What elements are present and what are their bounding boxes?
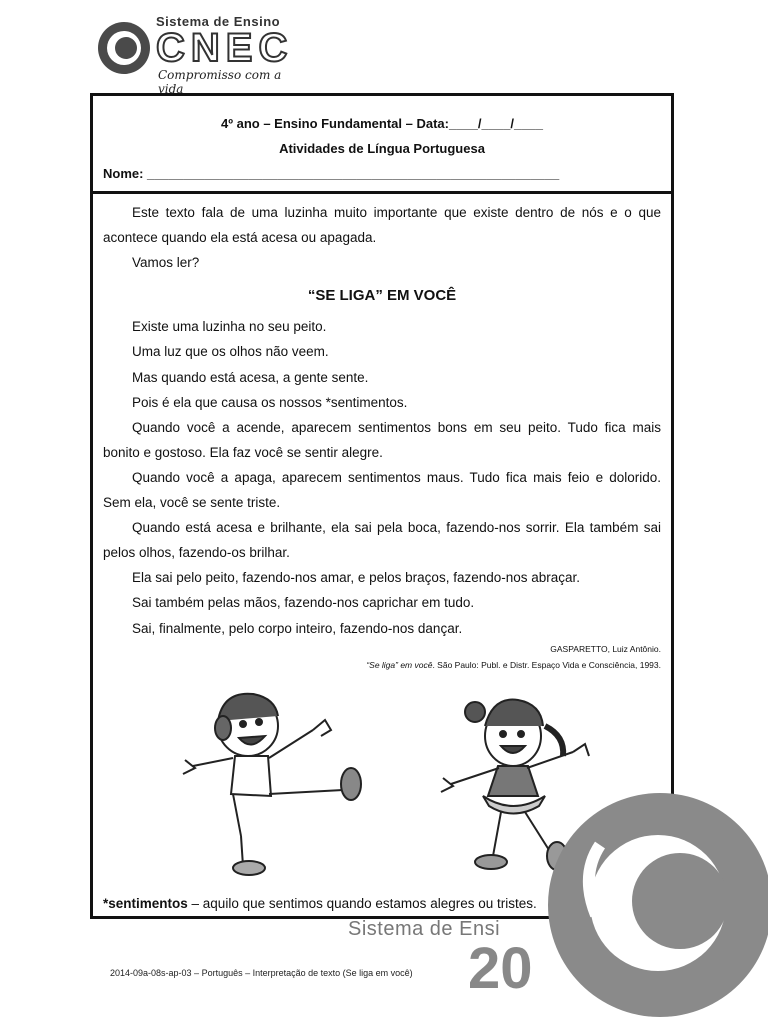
- intro-paragraph: Este texto fala de uma luzinha muito importante que existe dentro de nós e o que acontece quando ela está acesa ou apagada.: [103, 205, 661, 246]
- watermark-year: 20: [468, 936, 533, 1001]
- worksheet-header: [93, 96, 671, 194]
- intro-question: Vamos ler?: [132, 255, 200, 271]
- footnote: [103, 896, 537, 911]
- credit-author: GASPARETTO, Luiz Antônio.: [550, 643, 661, 654]
- logo-system-text: Sistema de Ensino: [156, 14, 281, 29]
- subject-line: Atividades de Língua Portuguesa: [279, 141, 485, 156]
- watermark-text: Sistema de Ensi: [348, 918, 501, 940]
- verse-line: Pois é ela que causa os nossos *sentimentos.: [132, 394, 408, 410]
- verse-line: Quando você a acende, aparecem sentimentos bons em seu peito. Tudo fica mais bonito e gostoso. Ela faz você se sentir alegre.: [103, 419, 661, 460]
- verse-line: Sai também pelas mãos, fazendo-nos caprichar em tudo.: [132, 595, 475, 611]
- credit-publisher: . São Paulo: Publ. e Distr. Espaço Vida e Consciência, 1993.: [432, 659, 661, 670]
- credit-work: “Se liga” em você: [366, 659, 433, 670]
- grade-date-line: 4º ano – Ensino Fundamental – Data:____/____/____: [221, 116, 543, 131]
- verse-line: Uma luz que os olhos não veem.: [132, 344, 329, 360]
- footnote-definition: – aquilo que sentimos quando estamos alegres ou tristes.: [187, 896, 537, 911]
- logo-name-text: CNEC: [156, 26, 294, 70]
- verse-line: Ela sai pelo peito, fazendo-nos amar, e pelos braços, fazendo-nos abraçar.: [132, 570, 581, 586]
- cnec-watermark-icon: [540, 785, 768, 1025]
- credit-source: [103, 657, 661, 673]
- verse-line: Quando você a apaga, aparecem sentimentos maus. Tudo fica mais feio e dolorido. Sem ela, você se sente triste.: [103, 469, 661, 511]
- logo-slogan: Compromisso com a vida: [158, 68, 282, 96]
- footnote-term: *sentimentos: [103, 896, 188, 911]
- worksheet-body: [93, 194, 671, 673]
- boy-illustration: [183, 694, 361, 875]
- children-illustration: [173, 686, 603, 886]
- cnec-logo: [98, 14, 298, 96]
- name-line: Nome: _________________________________________________________: [103, 166, 560, 181]
- verse-line: Mas quando está acesa, a gente sente.: [132, 369, 369, 385]
- verse-line: Quando está acesa e brilhante, ela sai pela boca, fazendo-nos sorrir. Ela também sai pelos olhos, fazendo-os brilhar.: [103, 520, 661, 561]
- verse-line: Sai, finalmente, pelo corpo inteiro, fazendo-nos dançar.: [132, 620, 463, 636]
- verse-line: Existe uma luzinha no seu peito.: [132, 319, 327, 335]
- text-title: “SE LIGA” EM VOCÊ: [307, 287, 457, 305]
- footer-document-code: 2014-09a-08s-ap-03 – Português – Interpretação de texto (Se liga em você): [110, 968, 413, 978]
- cnec-logo-icon: [98, 22, 150, 74]
